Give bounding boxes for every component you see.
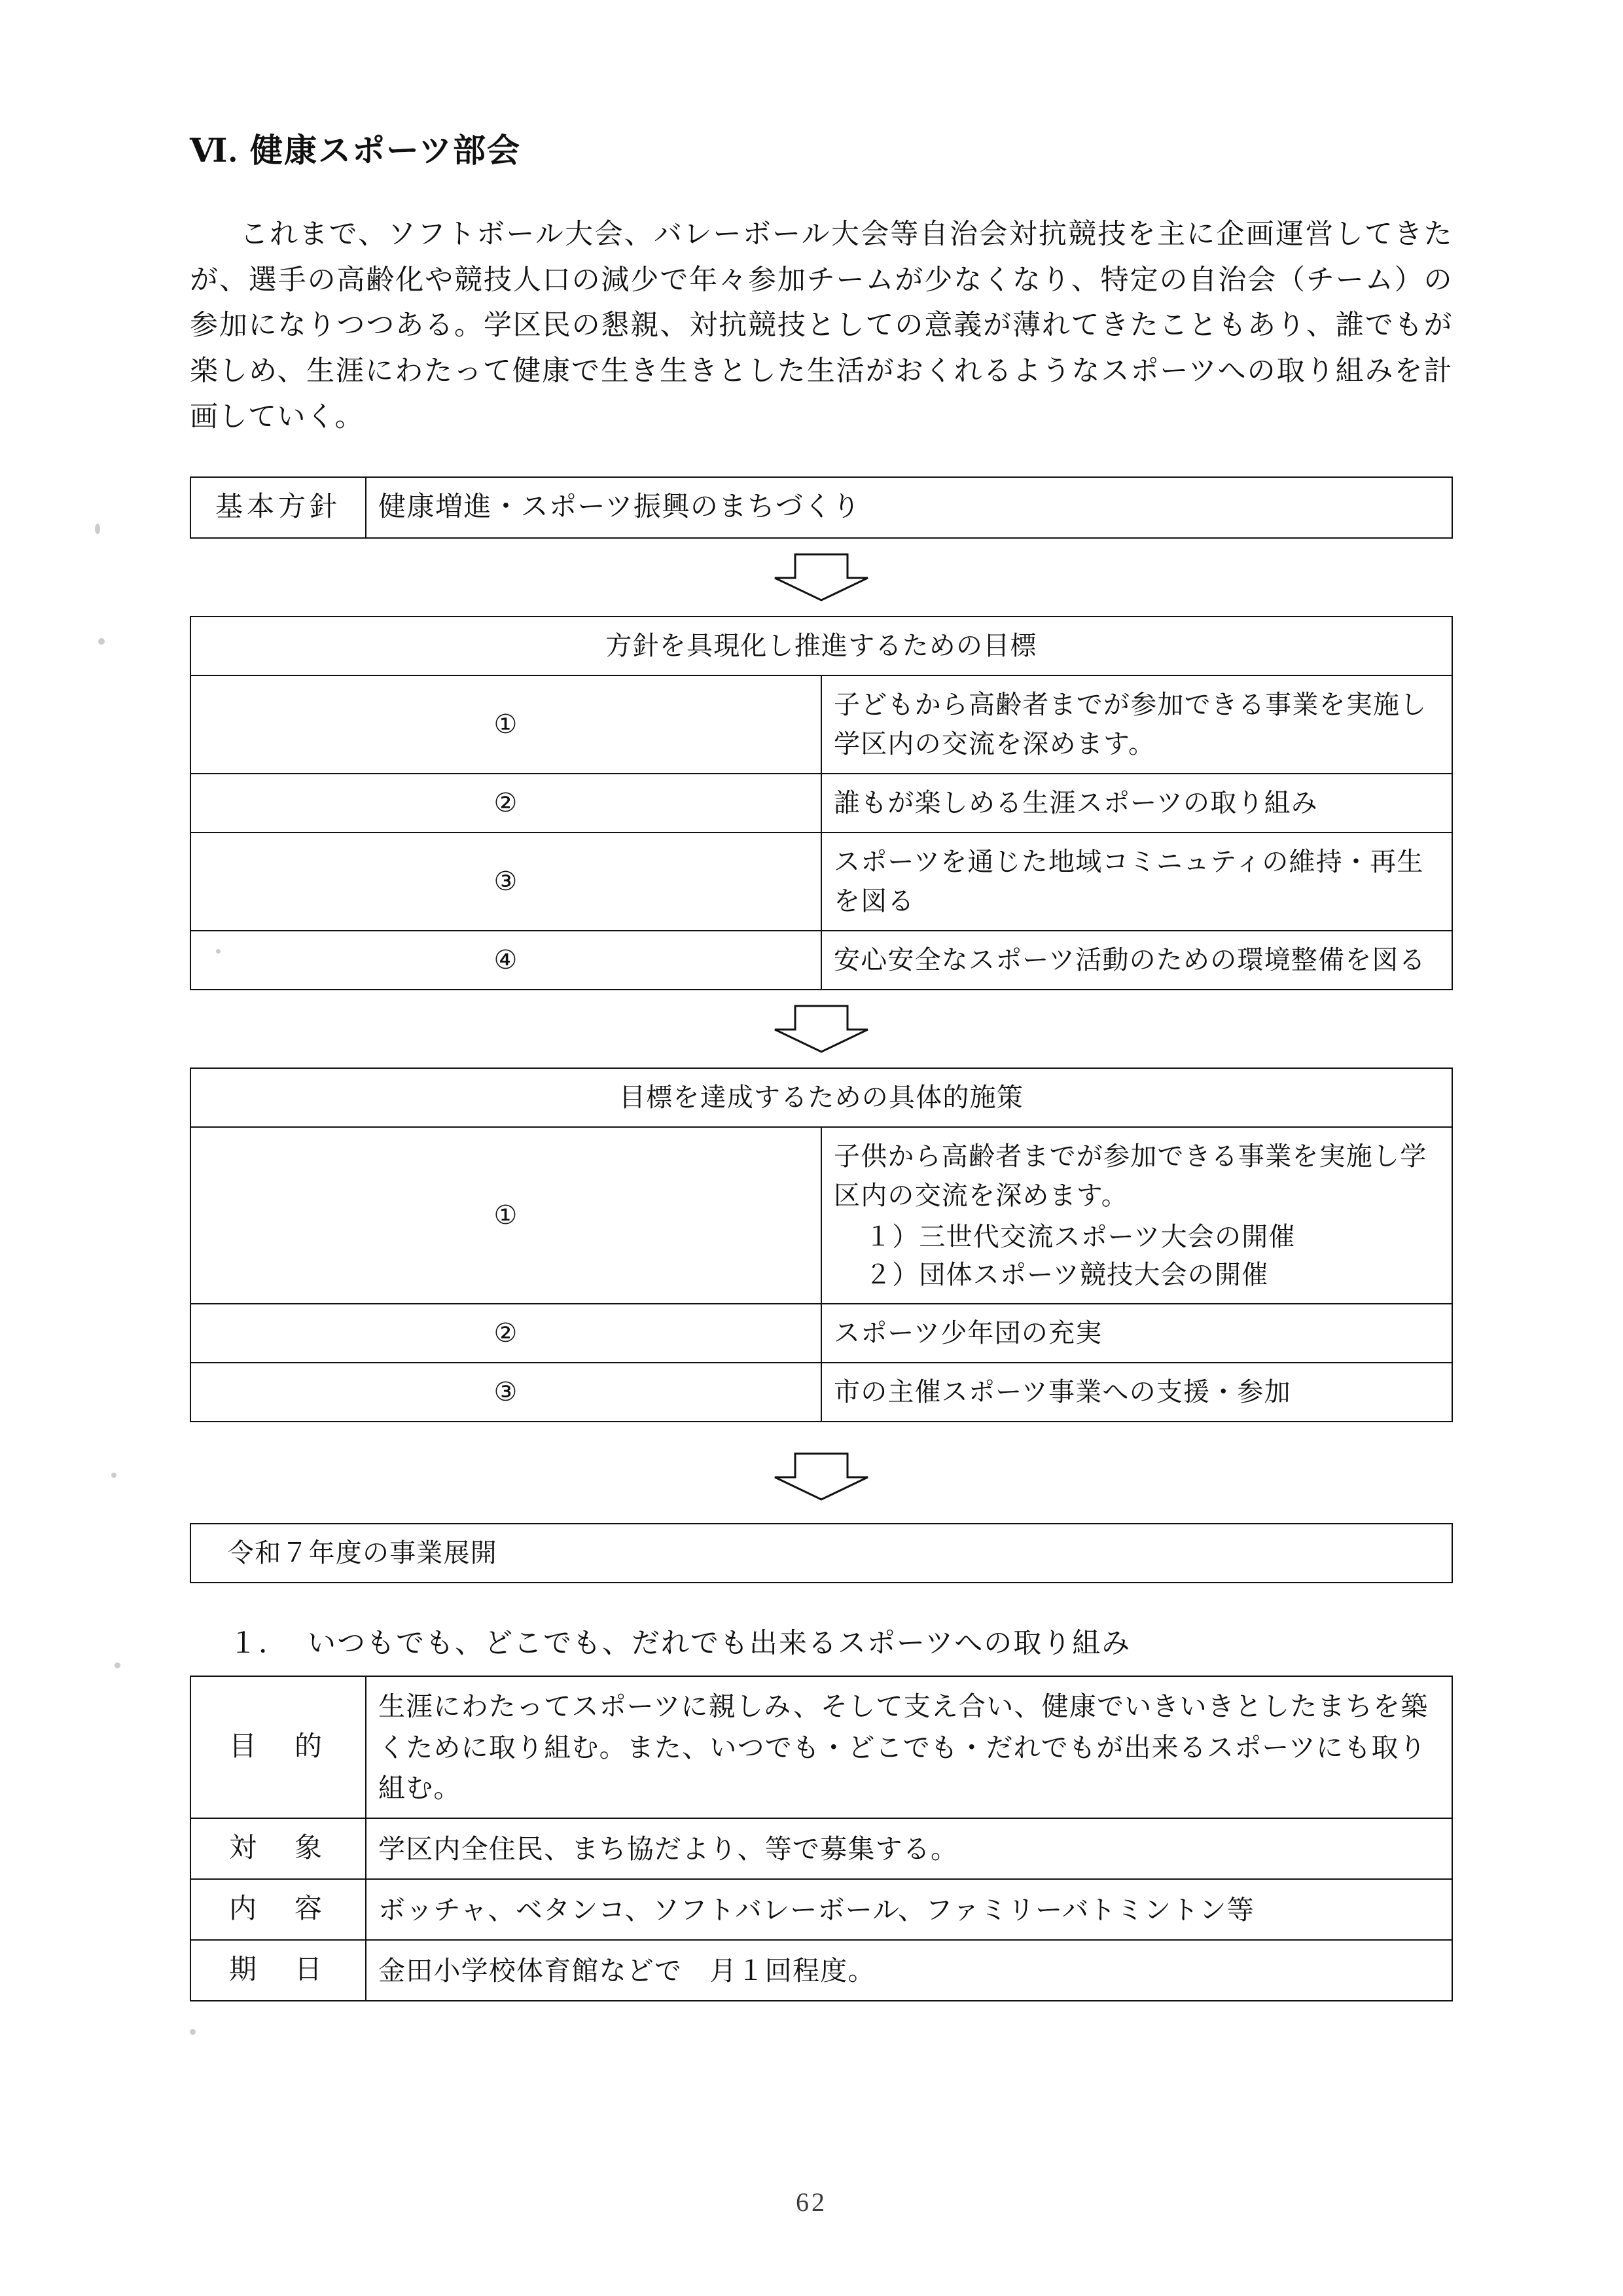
down-arrow-icon — [772, 1452, 870, 1501]
table-row — [190, 617, 1452, 675]
measure-subitem: ２）団体スポーツ競技大会の開催 — [865, 1260, 1269, 1290]
table-row — [190, 1940, 1452, 2001]
goals-heading: 方針を具現化し推進するための目標 — [190, 617, 1452, 675]
measure-text: 子供から高齢者までが参加できる事業を実施し学区内の交流を深めます。 — [834, 1141, 1427, 1211]
fiscal-table — [190, 1523, 1453, 1583]
measure-text: スポーツ少年団の充実 — [821, 1304, 1452, 1363]
scan-speck — [190, 2029, 196, 2035]
table-row — [190, 1524, 1452, 1583]
page-title — [190, 124, 1472, 171]
scan-speck — [115, 1662, 120, 1668]
measure-number: ② — [190, 1304, 821, 1363]
scan-speck — [111, 1473, 116, 1478]
fiscal-block — [190, 1523, 1453, 1583]
goal-text: スポーツを通じた地域コミニュティの維持・再生を図る — [821, 833, 1452, 931]
goal-number: ② — [190, 774, 821, 833]
goal-text: 子どもから高齢者までが参加できる事業を実施し学区内の交流を深めます。 — [821, 675, 1452, 774]
table-row — [190, 1676, 1452, 1818]
table-row — [190, 1818, 1452, 1879]
program-row-value: ボッチャ、ベタンコ、ソフトバレーボール、ファミリーバトミントン等 — [366, 1879, 1452, 1940]
program-block — [190, 1676, 1453, 2001]
goal-number: ① — [190, 675, 821, 774]
table-row — [190, 1363, 1452, 1422]
table-row — [190, 931, 1452, 990]
down-arrow-icon — [772, 1005, 870, 1053]
program-table — [190, 1676, 1453, 2001]
program-heading-text: いつもでも、どこでも、だれでも出来るスポーツへの取り組み — [308, 1628, 1132, 1660]
table-row — [190, 833, 1452, 931]
page-title-text: 健康スポーツ部会 — [250, 132, 521, 169]
scan-speck — [216, 949, 221, 954]
policy-label: 基本方針 — [190, 477, 366, 538]
goal-number: ④ — [190, 931, 821, 990]
table-row — [190, 1879, 1452, 1940]
policy-value: 健康増進・スポーツ振興のまちづくり — [366, 477, 1452, 538]
program-number: １． — [229, 1628, 288, 1660]
table-row — [190, 1304, 1452, 1363]
measure-sublist — [834, 1218, 1440, 1294]
goals-table — [190, 616, 1453, 990]
page-title-numeral: Ⅵ. — [190, 132, 238, 169]
table-row — [190, 477, 1452, 538]
measures-block — [190, 1067, 1453, 1422]
measure-number: ① — [190, 1127, 821, 1304]
program-row-value: 学区内全住民、まち協だより、等で募集する。 — [366, 1818, 1452, 1879]
scan-speck — [95, 524, 100, 534]
goal-text: 誰もが楽しめる生涯スポーツの取り組み — [821, 774, 1452, 833]
table-row — [190, 675, 1452, 774]
page-number: 62 — [796, 2187, 827, 2217]
goal-number: ③ — [190, 833, 821, 931]
intro-paragraph — [190, 212, 1453, 440]
program-row-value: 金田小学校体育館などで 月１回程度。 — [366, 1940, 1452, 2001]
table-row — [190, 774, 1452, 833]
policy-block — [190, 476, 1453, 539]
down-arrow-icon — [772, 553, 870, 601]
program-row-label: 対 象 — [190, 1818, 366, 1879]
measure-text: 市の主催スポーツ事業への支援・参加 — [821, 1363, 1452, 1422]
program-row-label: 内 容 — [190, 1879, 366, 1940]
goal-text: 安心安全なスポーツ活動のための環境整備を図る — [821, 931, 1452, 990]
table-row — [190, 1127, 1452, 1304]
program-heading — [229, 1621, 1472, 1661]
table-row — [190, 1068, 1452, 1127]
intro-text: これまで、ソフトボール大会、バレーボール大会等自治会対抗競技を主に企画運営してきたが、選手の高齢化や競技人口の減少で年々参加チームが少なくなり、特定の自治会（チーム）の参加になりつつある。学区民の懇親、対抗競技としての意義が薄れてきたこともあり、誰でもが楽しめ、生涯にわたって健康で生き生きとした生活がおくれるようなスポーツへの取り組みを計画していく。 — [190, 219, 1453, 433]
fiscal-label: 令和７年度の事業展開 — [190, 1524, 1452, 1583]
program-row-value: 生涯にわたってスポーツに親しみ、そして支え合い、健康でいきいきとしたまちを築くために取り組む。また、いつでも・どこでも・だれでもが出来るスポーツにも取り組む。 — [366, 1676, 1452, 1818]
program-row-label: 期 日 — [190, 1940, 366, 2001]
measure-cell — [821, 1127, 1452, 1304]
program-row-label: 目 的 — [190, 1676, 366, 1818]
arrow-row — [190, 1005, 1453, 1053]
measure-number: ③ — [190, 1363, 821, 1422]
policy-table — [190, 476, 1453, 539]
scan-speck — [98, 638, 105, 645]
measure-subitem: １）三世代交流スポーツ大会の開催 — [865, 1222, 1296, 1252]
arrow-row — [190, 553, 1453, 601]
measures-table — [190, 1067, 1453, 1422]
goals-block — [190, 616, 1453, 990]
measures-heading: 目標を達成するための具体的施策 — [190, 1068, 1452, 1127]
arrow-row — [190, 1452, 1453, 1501]
